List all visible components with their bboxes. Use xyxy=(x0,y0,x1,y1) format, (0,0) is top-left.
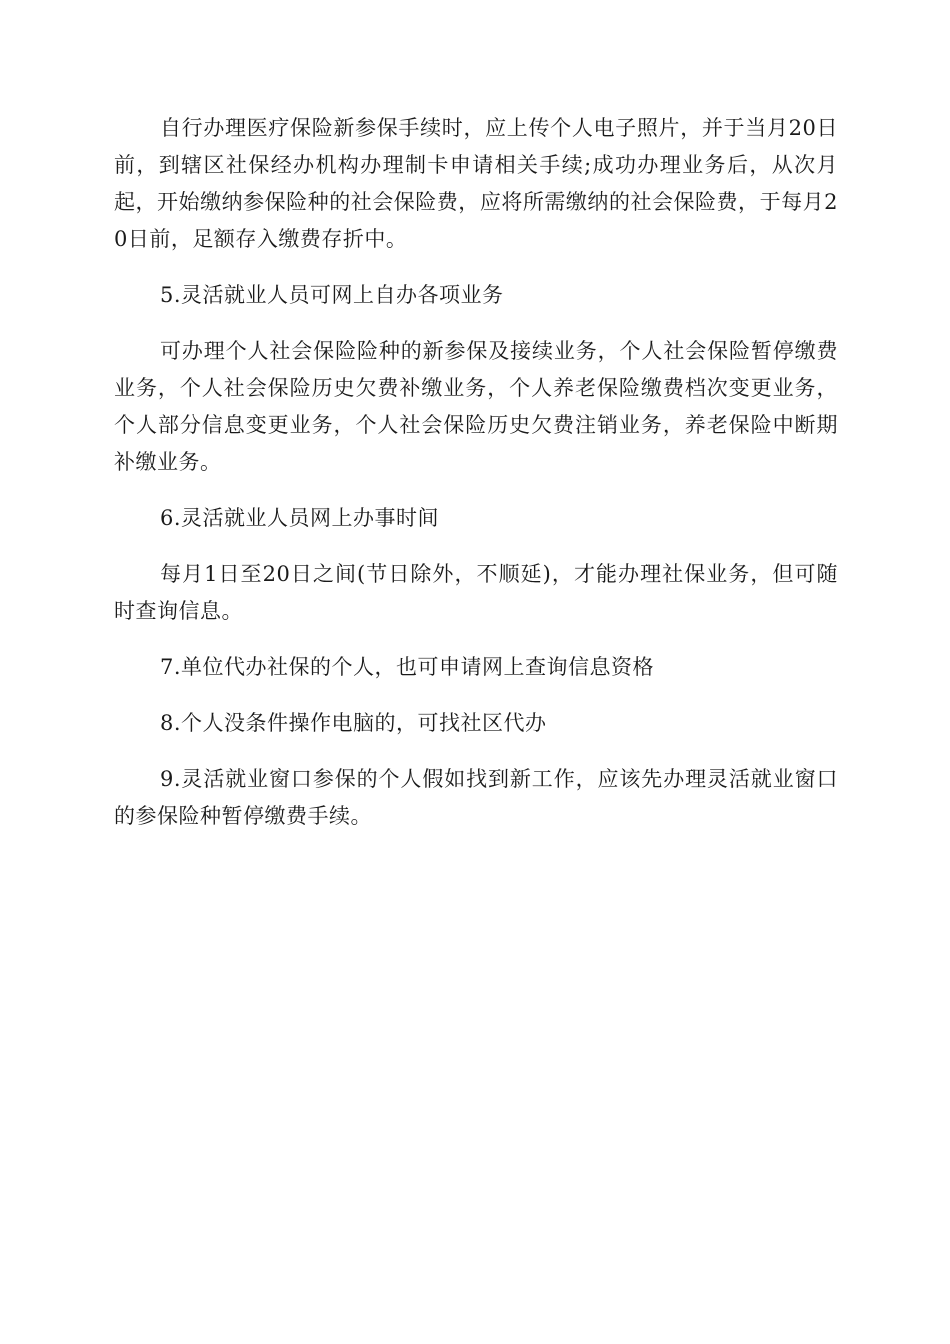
paragraph-item-9: 9.灵活就业窗口参保的个人假如找到新工作，应该先办理灵活就业窗口的参保险种暂停缴费手续。 xyxy=(114,767,838,828)
paragraph-online-services: 可办理个人社会保险险种的新参保及接续业务，个人社会保险暂停缴费业务，个人社会保险历史欠费补缴业务，个人养老保险缴费档次变更业务，个人部分信息变更业务，个人社会保险历史欠费注销业务，养老保险中断期补缴业务。 xyxy=(114,339,838,474)
heading-item-6: 6.灵活就业人员网上办事时间 xyxy=(160,506,440,530)
paragraph-medical-insurance: 自行办理医疗保险新参保手续时，应上传个人电子照片，并于当月20日前，到辖区社保经办机构办理制卡申请相关手续;成功办理业务后，从次月起，开始缴纳参保险种的社会保险费，应将所需缴纳的社会保险费，于每月20日前，足额存入缴费存折中。 xyxy=(114,116,838,251)
paragraph-office-hours: 每月1日至20日之间(节日除外，不顺延)，才能办理社保业务，但可随时查询信息。 xyxy=(114,562,838,623)
heading-item-5: 5.灵活就业人员可网上自办各项业务 xyxy=(160,283,504,307)
heading-item-7: 7.单位代办社保的个人，也可申请网上查询信息资格 xyxy=(160,655,655,679)
heading-item-8: 8.个人没条件操作电脑的，可找社区代办 xyxy=(160,711,547,735)
document-body xyxy=(114,110,838,854)
